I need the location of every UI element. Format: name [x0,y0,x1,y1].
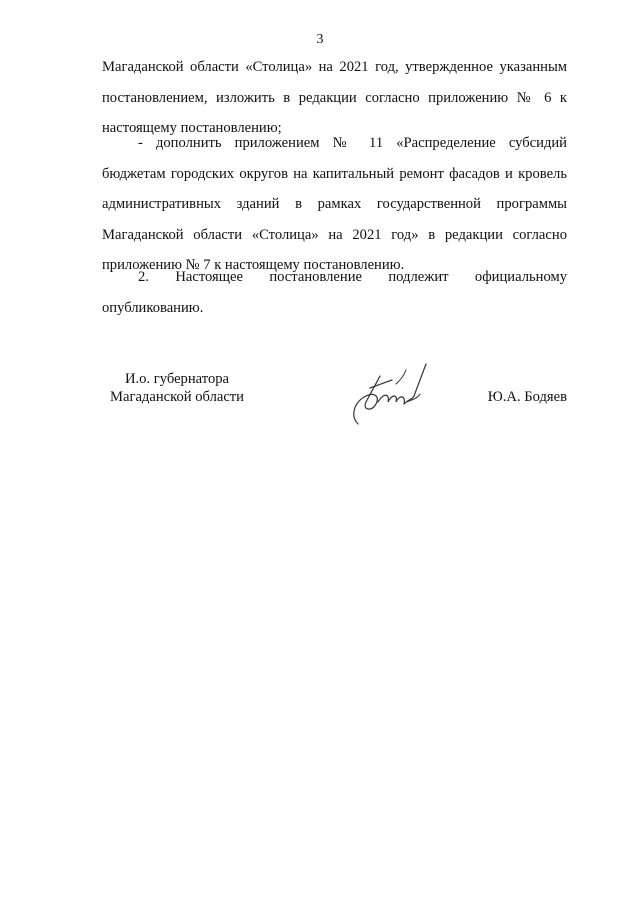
body-paragraph-3 [102,262,567,323]
body-paragraph-2 [102,128,567,281]
paragraph-text: Магаданской области «Столица» на 2021 год, утвержденное указанным постановлением, изложить в редакции согласно приложению № 6 к настоящему постановлению; [102,59,567,137]
handwritten-signature [340,358,440,430]
paragraph-text: 2. Настоящее постановление подлежит официальному опубликованию. [102,269,567,316]
signatory-position [102,370,252,406]
page-number: 3 [316,32,324,47]
signatory-position-line-1: И.о. губернатора [124,371,230,387]
signatory-position-line-2: Магаданской области [110,389,244,405]
paragraph-text: - дополнить приложением № 11 «Распределение субсидий бюджетам городских округов на капитальный ремонт фасадов и кровель административных зданий в рамках государственной программы Магаданской области «Столица» на 2021 год» в редакции согласно приложению № 7 к настоящему постановлению. [102,135,567,274]
signatory-name: Ю.А. Бодяев [487,389,567,405]
